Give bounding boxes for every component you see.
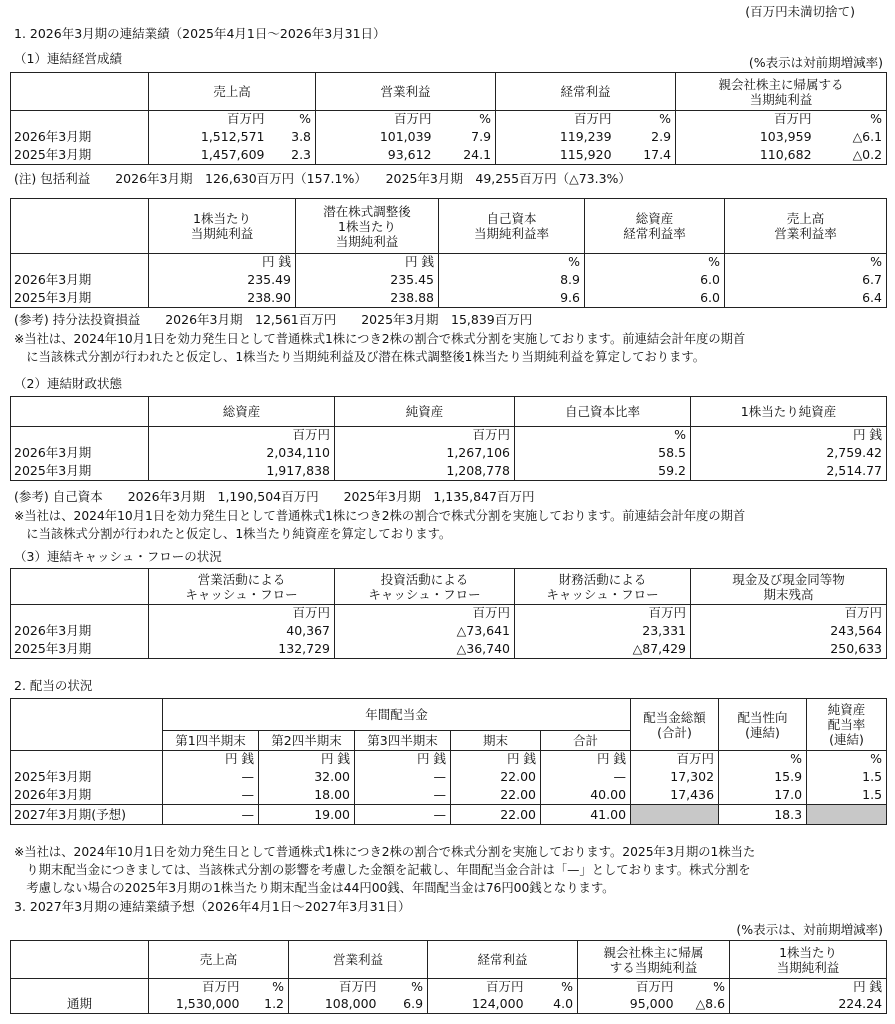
value-cell: △0.2 <box>816 146 887 165</box>
table-row <box>11 995 887 1014</box>
equity-method-note: (参考) 持分法投資損益 2026年3月期 12,561百万円 2025年3月期 15,839百万円 <box>14 312 533 327</box>
unit-cell: % <box>719 751 807 767</box>
equity-capital-note: (参考) 自己資本 2026年3月期 1,190,504百万円 2025年3月期 1,135,847百万円 <box>14 489 535 504</box>
unit-cell: 円 銭 <box>541 751 631 767</box>
value-cell: 2.3 <box>269 146 316 165</box>
col-header: 経常利益 <box>477 952 528 967</box>
col-header: 投資活動による キャッシュ・フロー <box>368 571 481 602</box>
comprehensive-income-note: (注) 包括利益 2026年3月期 126,630百万円（157.1%） 2025年3月期 49,255百万円（△73.3%） <box>14 171 631 186</box>
table-row <box>11 621 887 640</box>
unit-cell: % <box>585 254 725 270</box>
unit-cell: % <box>439 254 585 270</box>
subsection-1-3-title: （3）連結キャッシュ・フローの状況 <box>14 549 222 564</box>
forecast-table <box>10 940 887 1014</box>
col-header: 自己資本 当期純利益率 <box>473 211 549 241</box>
value-cell: 9.6 <box>439 289 585 308</box>
value-cell: 1,512,571 <box>149 127 269 146</box>
col-header: 営業利益 <box>333 952 384 967</box>
value-cell: 235.45 <box>296 270 439 289</box>
value-cell: 224.24 <box>730 995 887 1014</box>
col-header: 1株当たり 当期純利益 <box>776 944 840 975</box>
col-header: 純資産 配当率 (連結) <box>827 702 866 747</box>
table-row <box>11 640 887 659</box>
value-cell: 93,612 <box>316 146 436 165</box>
value-cell: — <box>541 767 631 786</box>
unit-cell: % <box>436 111 496 127</box>
value-cell: 19.00 <box>259 805 355 825</box>
value-cell: △73,641 <box>335 621 515 640</box>
value-cell <box>807 805 887 825</box>
value-cell: 2.9 <box>616 127 676 146</box>
value-cell: 103,959 <box>676 127 816 146</box>
col-header: 配当金総額 (合計) <box>643 709 706 740</box>
table-row <box>11 289 887 308</box>
value-cell: 17.0 <box>719 786 807 805</box>
unit-cell: 百万円 <box>496 111 616 127</box>
row-label: 2025年3月期 <box>11 289 149 308</box>
col-header: 1株当たり純資産 <box>740 404 837 419</box>
value-cell: 6.9 <box>381 995 428 1014</box>
value-cell: 22.00 <box>451 786 541 805</box>
unit-cell: 円 銭 <box>730 979 887 995</box>
unit-cell: 百万円 <box>149 427 335 443</box>
unit-cell: 百万円 <box>578 979 678 995</box>
col-header: 第2四半期末 <box>259 731 355 751</box>
value-cell: 6.7 <box>725 270 887 289</box>
row-label: 通期 <box>11 995 149 1014</box>
unit-cell: 百万円 <box>335 605 515 621</box>
value-cell: 132,729 <box>149 640 335 659</box>
table-row <box>11 805 887 825</box>
value-cell: 235.49 <box>149 270 296 289</box>
col-header: 第3四半期末 <box>355 731 451 751</box>
unit-cell: 百万円 <box>149 111 269 127</box>
value-cell: 101,039 <box>316 127 436 146</box>
value-cell: 1,267,106 <box>335 443 515 462</box>
unit-cell: 百万円 <box>676 111 816 127</box>
value-cell <box>631 805 719 825</box>
row-label: 2026年3月期 <box>11 621 149 640</box>
row-label: 2026年3月期 <box>11 270 149 289</box>
row-label: 2025年3月期 <box>11 146 149 165</box>
col-header: 売上高 <box>213 84 251 99</box>
value-cell: 250,633 <box>691 640 887 659</box>
unit-cell: 百万円 <box>631 751 719 767</box>
table-row <box>11 127 887 146</box>
value-cell: 8.9 <box>439 270 585 289</box>
value-cell: 17.4 <box>616 146 676 165</box>
value-cell: 1.2 <box>244 995 289 1014</box>
col-header: 親会社株主に帰属 する当期純利益 <box>603 944 704 975</box>
section-1-title: 1. 2026年3月期の連結業績（2025年4月1日～2026年3月31日） <box>14 26 386 41</box>
unit-cell: 円 銭 <box>163 751 259 767</box>
row-label: 2026年3月期 <box>11 443 149 462</box>
col-header: 営業利益 <box>380 84 431 99</box>
value-cell: 6.0 <box>585 289 725 308</box>
col-header: 現金及び現金同等物 期末残高 <box>732 571 845 602</box>
value-cell: 1,208,778 <box>335 462 515 481</box>
row-label: 2025年3月期 <box>11 640 149 659</box>
dividends-table <box>10 698 887 825</box>
value-cell: △6.1 <box>816 127 887 146</box>
col-header: 経常利益 <box>560 84 611 99</box>
section-3-title: 3. 2027年3月期の連結業績予想（2026年4月1日～2027年3月31日） <box>14 899 411 914</box>
value-cell: 1.5 <box>807 767 887 786</box>
value-cell: 58.5 <box>515 443 691 462</box>
col-header: 総資産 経常利益率 <box>623 211 686 241</box>
table-row <box>11 146 887 165</box>
value-cell: 110,682 <box>676 146 816 165</box>
table-row <box>11 443 887 462</box>
per-share-table <box>10 198 887 308</box>
unit-cell: 百万円 <box>149 979 244 995</box>
unit-cell: 百万円 <box>335 427 515 443</box>
value-cell: △87,429 <box>515 640 691 659</box>
value-cell: 238.88 <box>296 289 439 308</box>
value-cell: 124,000 <box>428 995 528 1014</box>
value-cell: 243,564 <box>691 621 887 640</box>
value-cell: — <box>163 767 259 786</box>
annual-dividends-header: 年間配当金 <box>365 707 428 722</box>
unit-cell: 円 銭 <box>149 254 296 270</box>
unit-cell: % <box>269 111 316 127</box>
unit-cell: % <box>616 111 676 127</box>
value-cell: — <box>355 767 451 786</box>
value-cell: — <box>163 805 259 825</box>
unit-cell: % <box>381 979 428 995</box>
col-header: 合計 <box>541 731 631 751</box>
col-header: 売上高 <box>199 952 238 967</box>
unit-cell: 百万円 <box>289 979 381 995</box>
value-cell: 1.5 <box>807 786 887 805</box>
operating-results-table <box>10 72 887 165</box>
value-cell: 17,436 <box>631 786 719 805</box>
row-label: 2025年3月期 <box>11 462 149 481</box>
dividend-footnote: ※当社は、2024年10月1日を効力発生日として普通株式1株につき2株の割合で株式分割を実施しております。2025年3月期の1株当た り期末配当金につきましては、当該株式分割の影響を考慮した金額を記載し、年間配当金合計は「—」としております。株式分割を 考慮しない場合の2025年3月期の1株当たり期末配当金は44円00銭、年間配当金は76円00銭となります。 <box>14 845 756 895</box>
section-2-title: 2. 配当の状況 <box>14 678 93 693</box>
value-cell: △8.6 <box>678 995 730 1014</box>
col-header: 売上高 営業利益率 <box>774 211 837 241</box>
unit-cell: % <box>678 979 730 995</box>
unit-cell: % <box>725 254 887 270</box>
col-header: 自己資本比率 <box>564 404 640 419</box>
value-cell: 15.9 <box>719 767 807 786</box>
unit-cell: 百万円 <box>316 111 436 127</box>
value-cell: 1,917,838 <box>149 462 335 481</box>
corner-cell <box>11 73 149 111</box>
col-header: 1株当たり 当期純利益 <box>190 211 254 241</box>
subsection-1-1-title: （1）連結経営成績 <box>14 51 122 66</box>
stock-split-footnote: ※当社は、2024年10月1日を効力発生日として普通株式1株につき2株の割合で株式分割を実施しております。前連結会計年度の期首 に当該株式分割が行われたと仮定し、1株当たり純資産を算定しております。 <box>14 509 746 541</box>
value-cell: — <box>355 786 451 805</box>
unit-cell: 百万円 <box>515 605 691 621</box>
col-header: 期末 <box>451 731 541 751</box>
table-row <box>11 462 887 481</box>
value-cell: 4.0 <box>528 995 578 1014</box>
cash-flow-table <box>10 568 887 659</box>
value-cell: 24.1 <box>436 146 496 165</box>
row-label: 2026年3月期 <box>11 127 149 146</box>
unit-cell: % <box>807 751 887 767</box>
value-cell: △36,740 <box>335 640 515 659</box>
unit-cell: 百万円 <box>691 605 887 621</box>
value-cell: — <box>355 805 451 825</box>
unit-cell: % <box>515 427 691 443</box>
value-cell: 40.00 <box>541 786 631 805</box>
value-cell: 115,920 <box>496 146 616 165</box>
col-header: 第1四半期末 <box>163 731 259 751</box>
value-cell: 6.0 <box>585 270 725 289</box>
value-cell: 3.8 <box>269 127 316 146</box>
col-header: 財務活動による キャッシュ・フロー <box>546 571 659 602</box>
stock-split-footnote: ※当社は、2024年10月1日を効力発生日として普通株式1株につき2株の割合で株式分割を実施しております。前連結会計年度の期首 に当該株式分割が行われたと仮定し、1株当たり当期純利益及び潜在株式調整後1株当たり当期純利益を算定しております。 <box>14 332 746 364</box>
change-rate-note: (%表示は対前期増減率) <box>748 55 883 70</box>
value-cell: 108,000 <box>289 995 381 1014</box>
row-label: 2026年3月期 <box>11 786 163 805</box>
value-cell: 1,457,609 <box>149 146 269 165</box>
unit-cell: 円 銭 <box>259 751 355 767</box>
value-cell: 22.00 <box>451 805 541 825</box>
col-header: 総資産 <box>222 404 261 419</box>
value-cell: 41.00 <box>541 805 631 825</box>
value-cell: 2,514.77 <box>691 462 887 481</box>
value-cell: 59.2 <box>515 462 691 481</box>
value-cell: 2,034,110 <box>149 443 335 462</box>
unit-cell: 円 銭 <box>355 751 451 767</box>
col-header: 営業活動による キャッシュ・フロー <box>185 571 298 602</box>
value-cell: 95,000 <box>578 995 678 1014</box>
col-header: 親会社株主に帰属する 当期純利益 <box>718 76 844 107</box>
value-cell: 18.3 <box>719 805 807 825</box>
value-cell: 17,302 <box>631 767 719 786</box>
value-cell: 7.9 <box>436 127 496 146</box>
unit-cell: % <box>816 111 887 127</box>
value-cell: — <box>163 786 259 805</box>
unit-cell: 円 銭 <box>451 751 541 767</box>
unit-note: (百万円未満切捨て) <box>745 4 855 19</box>
unit-cell: 百万円 <box>149 605 335 621</box>
value-cell: 6.4 <box>725 289 887 308</box>
table-row <box>11 767 887 786</box>
value-cell: 32.00 <box>259 767 355 786</box>
table-row <box>11 270 887 289</box>
col-header: 配当性向 (連結) <box>737 709 788 740</box>
value-cell: 2,759.42 <box>691 443 887 462</box>
subsection-1-2-title: （2）連結財政状態 <box>14 376 122 391</box>
value-cell: 238.90 <box>149 289 296 308</box>
unit-cell: % <box>528 979 578 995</box>
change-rate-note: (%表示は、対前期増減率) <box>736 922 883 937</box>
row-label: 2025年3月期 <box>11 767 163 786</box>
value-cell: 40,367 <box>149 621 335 640</box>
value-cell: 18.00 <box>259 786 355 805</box>
unit-cell: 円 銭 <box>691 427 887 443</box>
value-cell: 22.00 <box>451 767 541 786</box>
value-cell: 1,530,000 <box>149 995 244 1014</box>
unit-cell: 円 銭 <box>296 254 439 270</box>
col-header: 潜在株式調整後 1株当たり 当期純利益 <box>323 203 411 249</box>
col-header: 純資産 <box>405 404 444 419</box>
unit-cell: 百万円 <box>428 979 528 995</box>
value-cell: 23,331 <box>515 621 691 640</box>
table-row <box>11 786 887 805</box>
row-label: 2027年3月期(予想) <box>11 805 163 825</box>
value-cell: 119,239 <box>496 127 616 146</box>
unit-cell: % <box>244 979 289 995</box>
financial-position-table <box>10 396 887 481</box>
